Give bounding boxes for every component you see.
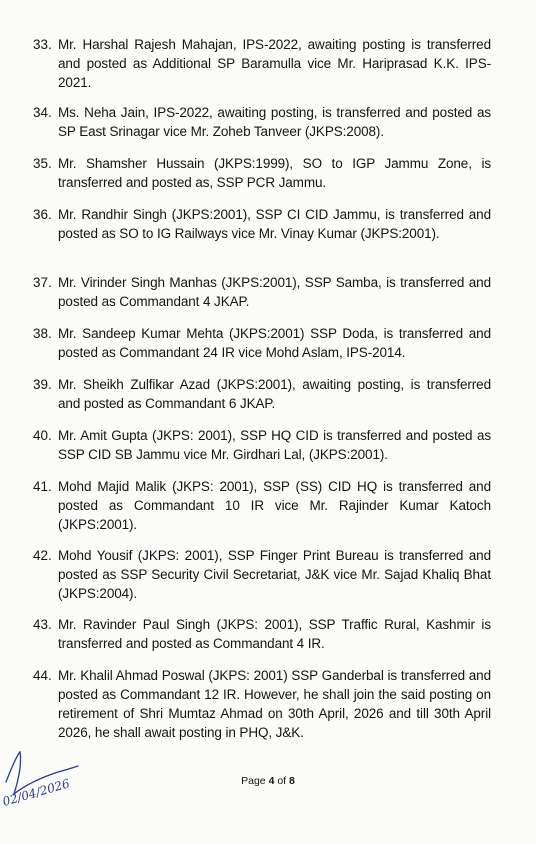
item-text: Mr. Sandeep Kumar Mehta (JKPS:2001) SSP Doda, is transferred and posted as Commandant 24 IR vice Mohd Aslam, IPS-2014. [58, 326, 491, 360]
item-text: Mr. Shamsher Hussain (JKPS:1999), SO to IGP Jammu Zone, is transferred and posted as, SSP PCR Jammu. [58, 156, 491, 190]
item-text: Mr. Ravinder Paul Singh (JKPS: 2001), SSP Traffic Rural, Kashmir is transferred and posted as Commandant 4 IR. [58, 617, 491, 651]
item-text: Mohd Majid Malik (JKPS: 2001), SSP (SS) CID HQ is transferred and posted as Commandant 10 IR vice Mr. Rajinder Kumar Katoch (JKPS:2001). [58, 479, 491, 532]
footer-total-pages: 8 [289, 775, 295, 787]
order-item-34 [33, 103, 491, 141]
footer-current-page: 4 [268, 775, 275, 787]
item-number: 37. [33, 275, 52, 290]
order-item-42 [33, 546, 491, 603]
item-text: Mr. Amit Gupta (JKPS: 2001), SSP HQ CID is transferred and posted as SSP CID SB Jammu vice Mr. Girdhari Lal, (JKPS:2001). [58, 428, 491, 462]
order-item-35 [33, 154, 491, 192]
order-item-33 [33, 35, 491, 92]
order-item-41 [33, 477, 491, 534]
item-number: 36. [33, 207, 52, 222]
item-number: 35. [33, 156, 52, 171]
item-text: Mr. Sheikh Zulfikar Azad (JKPS:2001), awaiting posting, is transferred and posted as Commandant 6 JKAP. [58, 377, 491, 411]
item-number: 33. [33, 37, 52, 52]
footer-of: of [274, 775, 290, 787]
order-item-37 [33, 273, 491, 311]
item-number: 40. [33, 428, 52, 443]
order-item-36 [33, 205, 491, 243]
item-text: Mohd Yousif (JKPS: 2001), SSP Finger Print Bureau is transferred and posted as SSP Security Civil Secretariat, J&K vice Mr. Sajad Khaliq Bhat (JKPS:2004). [58, 548, 491, 601]
footer-prefix: Page [241, 775, 269, 787]
item-number: 44. [33, 668, 52, 683]
item-number: 39. [33, 377, 52, 392]
order-item-44 [33, 666, 491, 742]
item-text: Mr. Harshal Rajesh Mahajan, IPS-2022, awaiting posting is transferred and posted as Additional SP Baramulla vice Mr. Hariprasad K.K. IPS-2021. [58, 37, 491, 90]
item-number: 43. [33, 617, 52, 632]
order-item-43 [33, 615, 491, 653]
item-text: Mr. Khalil Ahmad Poswal (JKPS: 2001) SSP Ganderbal is transferred and posted as Commandant 12 IR. However, he shall join the said posting on retirement of Shri Mumtaz Ahmad on 30th April, 2026 and till 30th April 2026, he shall await posting in PHQ, J&K. [58, 668, 491, 740]
item-number: 42. [33, 548, 52, 563]
item-number: 34. [33, 105, 52, 120]
item-text: Ms. Neha Jain, IPS-2022, awaiting posting, is transferred and posted as SP East Srinagar vice Mr. Zoheb Tanveer (JKPS:2008). [58, 105, 491, 139]
order-item-39 [33, 375, 491, 413]
item-text: Mr. Virinder Singh Manhas (JKPS:2001), SSP Samba, is transferred and posted as Commandant 4 JKAP. [58, 275, 491, 309]
item-text: Mr. Randhir Singh (JKPS:2001), SSP CI CID Jammu, is transferred and posted as SO to IG Railways vice Mr. Vinay Kumar (JKPS:2001). [58, 207, 491, 241]
item-number: 38. [33, 326, 52, 341]
order-item-40 [33, 426, 491, 464]
order-item-38 [33, 324, 491, 362]
item-number: 41. [33, 479, 52, 494]
page-footer [0, 775, 536, 787]
svg-text:02/04/2026: 02/04/2026 [0, 776, 72, 809]
